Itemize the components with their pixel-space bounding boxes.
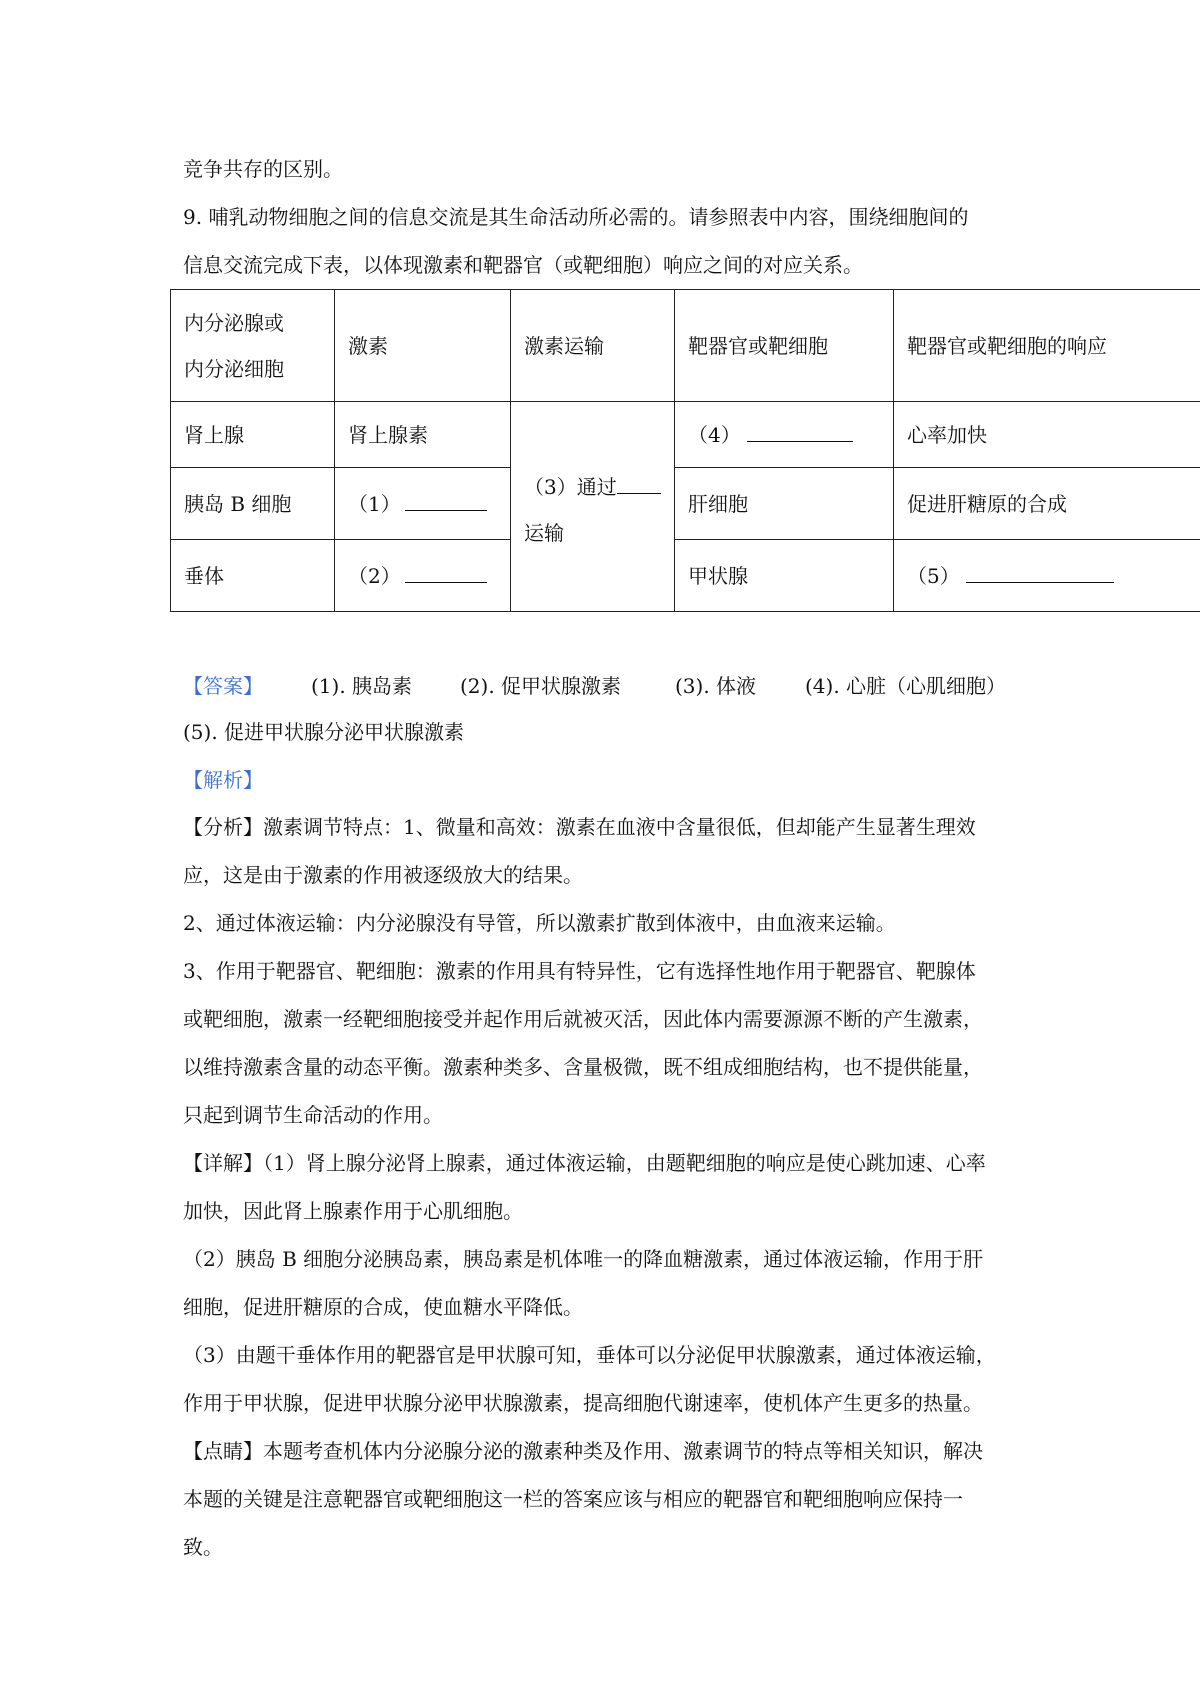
header-gland: 内分泌腺或 内分泌细胞 — [171, 290, 335, 402]
analysis-line: 以维持激素含量的动态平衡。激素种类多、含量极微，既不组成细胞结构，也不提供能量， — [183, 1055, 983, 1079]
answer-item-4: (4). 心脏（心肌细胞） — [805, 674, 1007, 698]
cell-target: 甲状腺 — [675, 540, 894, 612]
analysis-line: 或靶细胞，激素一经靶细胞接受并起作用后就被灭活，因此体内需要源源不断的产生激素， — [183, 1007, 983, 1031]
blank-4 — [747, 421, 853, 442]
analysis-line: 只起到调节生命活动的作用。 — [183, 1103, 443, 1127]
analysis-label: 【解析】 — [183, 768, 263, 792]
cell-transport: （3）通过 运输 — [511, 402, 675, 612]
answer-item-3: (3). 体液 — [675, 674, 757, 698]
answer-item-5: (5). 促进甲状腺分泌甲状腺激素 — [183, 720, 465, 744]
analysis-line: 应，这是由于激素的作用被逐级放大的结果。 — [183, 863, 583, 887]
cell-response: 心率加快 — [894, 402, 1200, 468]
answer-label: 【答案】 — [183, 674, 263, 698]
intro-tail: 竞争共存的区别。 — [183, 157, 343, 181]
cell-hormone: （2） — [335, 540, 511, 612]
cell-hormone: （1） — [335, 468, 511, 540]
header-target: 靶器官或靶细胞 — [675, 290, 894, 402]
question-line-2: 信息交流完成下表，以体现激素和靶器官（或靶细胞）响应之间的对应关系。 — [183, 253, 863, 277]
blank-2 — [405, 562, 487, 583]
blank-3 — [617, 473, 661, 494]
table-row — [171, 540, 1200, 612]
analysis-line: （3）由题干垂体作用的靶器官是甲状腺可知，垂体可以分泌促甲状腺激素，通过体液运输， — [183, 1343, 996, 1367]
hormone-table — [170, 289, 1200, 612]
question-line-1: 9. 哺乳动物细胞之间的信息交流是其生命活动所必需的。请参照表中内容，围绕细胞间的 — [183, 205, 969, 229]
blank-1 — [405, 490, 487, 511]
cell-gland: 肾上腺 — [171, 402, 335, 468]
cell-gland: 垂体 — [171, 540, 335, 612]
cell-gland: 胰岛 B 细胞 — [171, 468, 335, 540]
table-row — [171, 468, 1200, 540]
cell-target: （4） — [675, 402, 894, 468]
analysis-line: 细胞，促进肝糖原的合成，使血糖水平降低。 — [183, 1295, 583, 1319]
analysis-line: 【分析】激素调节特点：1、微量和高效：激素在血液中含量很低，但却能产生显著生理效 — [183, 815, 976, 839]
cell-hormone: 肾上腺素 — [335, 402, 511, 468]
cell-target: 肝细胞 — [675, 468, 894, 540]
analysis-line: （2）胰岛 B 细胞分泌胰岛素，胰岛素是机体唯一的降血糖激素，通过体液运输，作用于肝 — [183, 1247, 984, 1271]
analysis-line: 【点睛】本题考查机体内分泌腺分泌的激素种类及作用、激素调节的特点等相关知识，解决 — [183, 1439, 983, 1463]
header-transport: 激素运输 — [511, 290, 675, 402]
answer-item-1: (1). 胰岛素 — [311, 674, 413, 698]
analysis-line: 加快，因此肾上腺素作用于心肌细胞。 — [183, 1199, 523, 1223]
blank-5 — [966, 562, 1114, 583]
analysis-line: 3、作用于靶器官、靶细胞：激素的作用具有特异性，它有选择性地作用于靶器官、靶腺体 — [183, 959, 976, 983]
analysis-line: 【详解】（1）肾上腺分泌肾上腺素，通过体液运输，由题靶细胞的响应是使心跳加速、心率 — [183, 1151, 986, 1175]
table-header-row — [171, 290, 1200, 402]
table-row — [171, 402, 1200, 468]
header-hormone: 激素 — [335, 290, 511, 402]
answer-item-2: (2). 促甲状腺激素 — [460, 674, 622, 698]
analysis-line: 作用于甲状腺，促进甲状腺分泌甲状腺激素，提高细胞代谢速率，使机体产生更多的热量。 — [183, 1391, 983, 1415]
cell-response: （5） — [894, 540, 1200, 612]
cell-response: 促进肝糖原的合成 — [894, 468, 1200, 540]
header-response: 靶器官或靶细胞的响应 — [894, 290, 1200, 402]
analysis-line: 致。 — [183, 1535, 223, 1559]
analysis-line: 本题的关键是注意靶器官或靶细胞这一栏的答案应该与相应的靶器官和靶细胞响应保持一 — [183, 1487, 963, 1511]
analysis-line: 2、通过体液运输：内分泌腺没有导管，所以激素扩散到体液中，由血液来运输。 — [183, 911, 896, 935]
